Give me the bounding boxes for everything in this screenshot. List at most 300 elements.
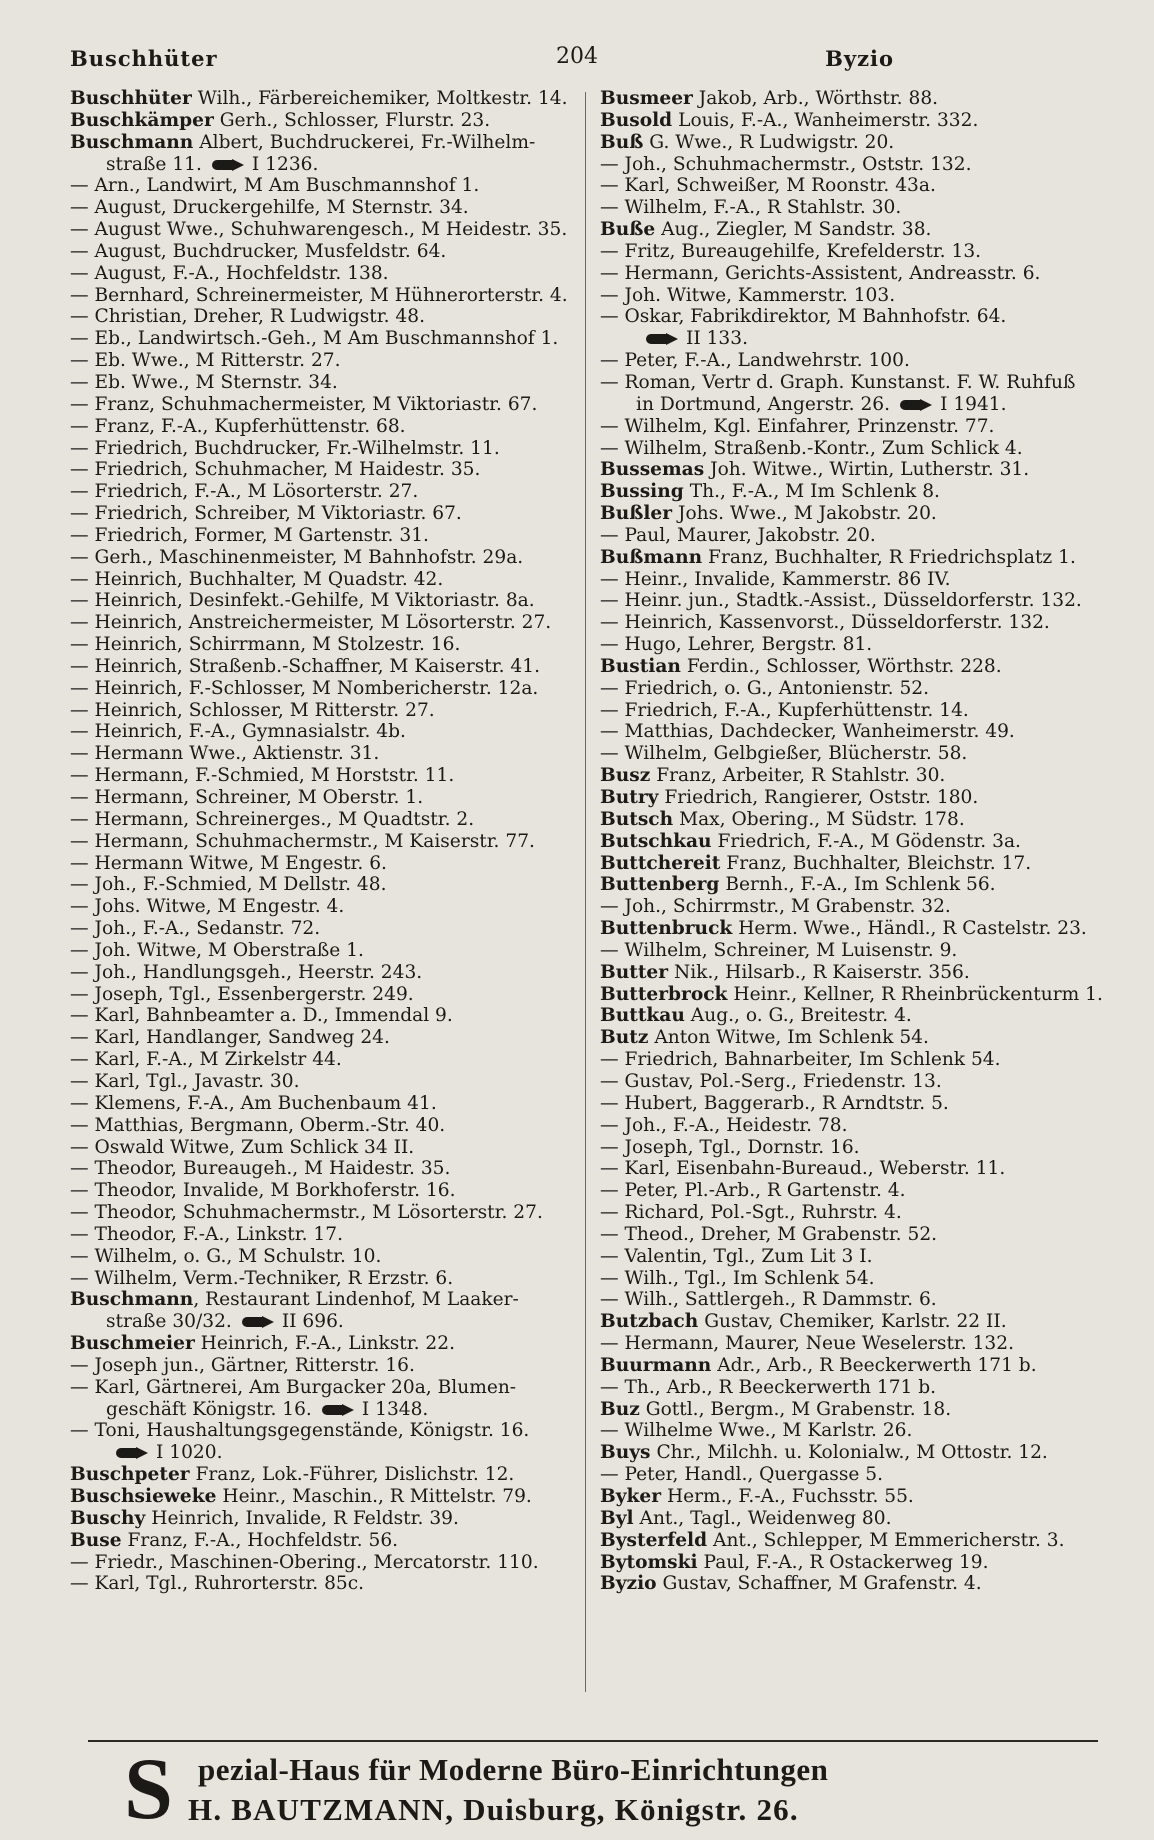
directory-entry (70, 787, 578, 809)
directory-entry (70, 1027, 578, 1049)
entry-text: — August Wwe., Schuhwarengesch., M Heidestr. 35. (70, 219, 568, 241)
entry-surname: Butterbrock (600, 983, 728, 1005)
directory-entry (600, 765, 1120, 787)
entry-text: — Bernhard, Schreinermeister, M Hühnerorterstr. 4. (70, 284, 568, 306)
directory-entry (600, 1530, 1120, 1552)
directory-entry (70, 918, 578, 940)
directory-entry (600, 306, 1120, 328)
entry-surname: Butter (600, 961, 669, 983)
entry-surname: Byker (600, 1486, 662, 1507)
entry-text: — Heinrich, Schlosser, M Ritterstr. 27. (70, 699, 435, 721)
directory-entry (70, 962, 578, 984)
directory-entry (600, 853, 1120, 875)
entry-surname: Buschmann (70, 1289, 194, 1311)
entry-text: — Richard, Pol.-Sgt., Ruhrstr. 4. (600, 1202, 902, 1224)
directory-entry (600, 1355, 1120, 1377)
entry-text: — Hermann, Maurer, Neue Weselerstr. 132. (600, 1333, 1014, 1355)
entry-surname: Buse (70, 1529, 122, 1551)
entry-text: — Hubert, Baggerarb., R Arndtstr. 5. (600, 1092, 949, 1114)
directory-entry (600, 1442, 1120, 1464)
entry-text: — Christian, Dreher, R Ludwigstr. 48. (70, 306, 425, 328)
directory-entry (600, 241, 1120, 263)
entry-text: — Friedrich, Schuhmacher, M Haidestr. 35. (70, 459, 481, 481)
directory-entry (600, 1464, 1120, 1486)
directory-entry (70, 459, 578, 481)
entry-surname: Buttenberg (600, 874, 720, 896)
directory-entry (70, 831, 578, 853)
entry-surname: Bußmann (600, 546, 703, 568)
directory-entry (600, 700, 1120, 722)
entry-text: — Theodor, Invalide, M Borkhoferstr. 16. (70, 1180, 456, 1202)
directory-entry (600, 1573, 1120, 1595)
directory-entry (70, 372, 578, 394)
entry-text: — Oskar, Fabrikdirektor, M Bahnhofstr. 64. (600, 306, 1007, 328)
directory-entry (70, 1268, 578, 1290)
directory-entry (600, 1224, 1120, 1246)
entry-text: — Eb. Wwe., M Sternstr. 34. (70, 371, 338, 393)
entry-text: Heinrich, Invalide, R Feldstr. 39. (151, 1507, 459, 1529)
entry-text: — Toni, Haushaltungsgegenstände, Königstr. 16. (70, 1420, 530, 1442)
directory-entry (600, 372, 1120, 394)
page-number: 204 (556, 44, 598, 69)
entry-surname: Buschmeier (70, 1333, 195, 1355)
directory-entry (600, 787, 1120, 809)
directory-entry (600, 219, 1120, 241)
directory-entry (600, 1311, 1120, 1333)
entry-text: — Wilhelm, Verm.-Techniker, R Erzstr. 6. (70, 1267, 454, 1289)
entry-surname: Buß (600, 131, 644, 153)
telephone-icon (322, 1404, 356, 1416)
entry-text: — Friedrich, F.-A., Kupferhüttenstr. 14. (600, 699, 969, 721)
entry-text: Gerh., Schlosser, Flurstr. 23. (219, 109, 491, 131)
entry-text: — Joh. Witwe, M Oberstraße 1. (70, 939, 364, 961)
telephone-icon (900, 399, 934, 411)
entry-surname: Butschkau (600, 830, 712, 852)
directory-entry (70, 88, 578, 110)
entry-text: — Wilh., Sattlergeh., R Dammstr. 6. (600, 1289, 937, 1311)
entry-surname: Buschmann (70, 131, 194, 153)
entry-text: — Joh., Schirrmstr., M Grabenstr. 32. (600, 896, 951, 918)
directory-entry (70, 853, 578, 875)
directory-entry (600, 481, 1120, 503)
entry-text: — Friedrich, F.-A., M Lösorterstr. 27. (70, 481, 419, 503)
directory-entry (70, 634, 578, 656)
directory-entry (600, 1333, 1120, 1355)
directory-entry (70, 481, 578, 503)
entry-text: Paul, F.-A., R Ostackerweg 19. (703, 1551, 989, 1573)
entry-text: Gustav, Chemiker, Karlstr. 22 II. (704, 1311, 1007, 1333)
entry-text: — Joh., F.-A., Sedanstr. 72. (70, 918, 321, 940)
entry-text: — Wilhelme Wwe., M Karlstr. 26. (600, 1420, 913, 1442)
directory-entry (600, 656, 1120, 678)
entry-text: Jakob, Arb., Wörthstr. 88. (698, 88, 939, 109)
directory-entry (600, 1552, 1120, 1574)
entry-surname: Buttchereit (600, 852, 721, 874)
directory-entry (600, 1268, 1120, 1290)
directory-entry (600, 634, 1120, 656)
entry-text: Aug., Ziegler, M Sandstr. 38. (661, 219, 932, 241)
directory-entry (600, 1486, 1120, 1508)
right-column (600, 88, 1120, 1595)
entry-text: — Peter, Pl.-Arb., R Gartenstr. 4. (600, 1180, 906, 1202)
entry-text: Th., F.-A., M Im Schlenk 8. (689, 481, 940, 503)
entry-text: Heinrich, F.-A., Linkstr. 22. (200, 1333, 455, 1355)
directory-entry (600, 1027, 1120, 1049)
entry-surname: Buschkämper (70, 109, 214, 131)
directory-entry (70, 241, 578, 263)
entry-text: — Joseph, Tgl., Dornstr. 16. (600, 1136, 860, 1158)
directory-entry (70, 1180, 578, 1202)
entry-text: — Wilhelm, o. G., M Schulstr. 10. (70, 1245, 382, 1267)
telephone-icon (116, 1447, 150, 1459)
entry-text: — Karl, Gärtnerei, Am Burgacker 20a, Blumen- (70, 1376, 517, 1398)
directory-entry (70, 874, 578, 896)
entry-surname: Bustian (600, 655, 681, 677)
entry-text: — Joh. Witwe, Kammerstr. 103. (600, 284, 896, 306)
entry-text: Gustav, Schaffner, M Grafenstr. 4. (662, 1573, 982, 1595)
directory-entry (600, 1158, 1120, 1180)
directory-entry (70, 547, 578, 569)
header-left-keyword: Buschhüter (70, 46, 218, 71)
directory-entry (70, 1573, 578, 1595)
directory-entry (600, 1071, 1120, 1093)
directory-entry (70, 285, 578, 307)
entry-surname: Buschhüter (70, 88, 192, 109)
entry-text: Franz, Arbeiter, R Stahlstr. 30. (656, 765, 946, 787)
directory-entry (600, 132, 1120, 154)
directory-entry (70, 1137, 578, 1159)
directory-entry (70, 132, 578, 154)
entry-surname: Bussing (600, 481, 684, 503)
entry-text: — Theodor, Schuhmachermstr., M Lösorterstr. 27. (70, 1202, 543, 1224)
directory-entry (70, 154, 578, 176)
directory-entry (70, 1246, 578, 1268)
entry-text: — Oswald Witwe, Zum Schlick 34 II. (70, 1136, 415, 1158)
entry-text: — Wilhelm, Gelbgießer, Blücherstr. 58. (600, 743, 968, 765)
entry-text: geschäft Königstr. 16. (106, 1398, 312, 1420)
directory-entry (70, 219, 578, 241)
entry-surname: Butzbach (600, 1311, 699, 1333)
entry-surname: Buschy (70, 1507, 146, 1529)
directory-entry (600, 569, 1120, 591)
telephone-icon (646, 333, 680, 345)
directory-entry (70, 1289, 578, 1311)
entry-text: — Theodor, Bureaugeh., M Haidestr. 35. (70, 1158, 451, 1180)
entry-text: — Paul, Maurer, Jakobstr. 20. (600, 524, 876, 546)
entry-surname: Busmeer (600, 88, 693, 109)
directory-entry (600, 874, 1120, 896)
ad-line-2: H. BAUTZMANN, Duisburg, Königstr. 26. (188, 1792, 799, 1827)
directory-entry (70, 940, 578, 962)
entry-text: — Joseph jun., Gärtner, Ritterstr. 16. (70, 1354, 415, 1376)
entry-text: — Heinrich, Kassenvorst., Düsseldorferstr. 132. (600, 612, 1050, 634)
entry-text: — Heinrich, Straßenb.-Schaffner, M Kaiserstr. 41. (70, 655, 540, 677)
entry-text: — Matthias, Bergmann, Oberm.-Str. 40. (70, 1114, 446, 1136)
entry-text: — Heinrich, Anstreichermeister, M Lösorterstr. 27. (70, 612, 552, 634)
directory-entry (600, 590, 1120, 612)
entry-text: — Friedrich, Bahnarbeiter, Im Schlenk 54. (600, 1049, 1001, 1071)
directory-entry (70, 612, 578, 634)
entry-text: Bernh., F.-A., Im Schlenk 56. (725, 874, 996, 896)
directory-entry (600, 940, 1120, 962)
entry-text: Johs. Wwe., M Jakobstr. 20. (677, 503, 937, 525)
entry-text: Franz, Lok.-Führer, Dislichstr. 12. (195, 1464, 515, 1486)
entry-text: straße 30/32. (106, 1311, 232, 1333)
directory-entry (70, 110, 578, 132)
entry-surname: Butz (600, 1027, 649, 1049)
entry-text: — Hermann Witwe, M Engestr. 6. (70, 852, 387, 874)
directory-entry (600, 743, 1120, 765)
entry-text: — Hermann, Schreinerges., M Quadtstr. 2. (70, 808, 475, 830)
left-column (70, 88, 578, 1595)
entry-text: — August, Druckergehilfe, M Sternstr. 34. (70, 197, 469, 219)
entry-text: — Friedrich, Schreiber, M Viktoriastr. 67. (70, 503, 462, 525)
entry-text: — Theodor, F.-A., Linkstr. 17. (70, 1223, 343, 1245)
entry-text: — Franz, Schuhmachermeister, M Viktoriastr. 67. (70, 393, 538, 415)
directory-entry (70, 525, 578, 547)
entry-surname: Bußler (600, 503, 673, 525)
directory-entry (600, 1202, 1120, 1224)
entry-text: — Joh., F.-Schmied, M Dellstr. 48. (70, 874, 387, 896)
entry-text: — Wilhelm, Kgl. Einfahrer, Prinzenstr. 77. (600, 415, 995, 437)
directory-entry (70, 1049, 578, 1071)
directory-entry (70, 328, 578, 350)
entry-text: — Heinr. jun., Stadtk.-Assist., Düsseldorferstr. 132. (600, 590, 1082, 612)
entry-text: — Friedrich, o. G., Antonienstr. 52. (600, 677, 930, 699)
directory-entry (70, 569, 578, 591)
directory-entry (600, 1049, 1120, 1071)
entry-surname: Busold (600, 109, 673, 131)
directory-entry (600, 285, 1120, 307)
entry-text: — Heinr., Invalide, Kammerstr. 86 IV. (600, 568, 951, 590)
entry-text: — Fritz, Bureaugehilfe, Krefelderstr. 13. (600, 240, 982, 262)
directory-entry (70, 765, 578, 787)
directory-entry (70, 1508, 578, 1530)
telephone-number: I 1348. (361, 1398, 429, 1420)
ad-line-1: pezial-Haus für Moderne Büro-Einrichtungen (198, 1752, 829, 1787)
entry-text: — Klemens, F.-A., Am Buchenbaum 41. (70, 1092, 437, 1114)
directory-entry (600, 1246, 1120, 1268)
entry-text: — Karl, Eisenbahn-Bureaud., Weberstr. 11. (600, 1158, 1006, 1180)
directory-entry (70, 896, 578, 918)
directory-entry (70, 175, 578, 197)
directory-entry (70, 743, 578, 765)
directory-entry (600, 328, 1120, 350)
directory-entry (600, 962, 1120, 984)
entry-text: straße 11. (106, 153, 202, 175)
telephone-number: II 696. (281, 1311, 344, 1333)
telephone-number: I 1020. (156, 1442, 223, 1464)
entry-text: — Karl, Handlanger, Sandweg 24. (70, 1027, 390, 1049)
entry-text: Herm. Wwe., Händl., R Castelstr. 23. (738, 918, 1087, 940)
entry-text: — Heinrich, Buchhalter, M Quadstr. 42. (70, 568, 444, 590)
directory-entry (600, 1399, 1120, 1421)
entry-text: — Heinrich, F.-Schlosser, M Nombericherstr. 12a. (70, 677, 539, 699)
entry-text: — Hugo, Lehrer, Bergstr. 81. (600, 634, 873, 656)
entry-text: — Peter, Handl., Quergasse 5. (600, 1464, 884, 1486)
directory-entry (600, 809, 1120, 831)
entry-text: — Heinrich, F.-A., Gymnasialstr. 4b. (70, 721, 406, 743)
entry-text: — Heinrich, Desinfekt.-Gehilfe, M Viktoriastr. 8a. (70, 590, 535, 612)
entry-text: — Wilhelm, Straßenb.-Kontr., Zum Schlick 4. (600, 437, 1023, 459)
entry-surname: Buße (600, 219, 656, 241)
entry-text: Max, Obering., M Südstr. 178. (679, 808, 965, 830)
entry-text: Ant., Tagl., Weidenweg 80. (639, 1507, 892, 1529)
directory-entry (70, 1530, 578, 1552)
entry-text: Franz, F.-A., Hochfeldstr. 56. (127, 1529, 399, 1551)
entry-text: — Matthias, Dachdecker, Wanheimerstr. 49. (600, 721, 1015, 743)
entry-text: Nik., Hilsarb., R Kaiserstr. 356. (673, 961, 970, 983)
directory-entry (600, 1093, 1120, 1115)
entry-text: — Hermann, F.-Schmied, M Horststr. 11. (70, 765, 455, 787)
directory-entry (600, 721, 1120, 743)
directory-entry (600, 459, 1120, 481)
entry-text: — Karl, Schweißer, M Roonstr. 43a. (600, 175, 936, 197)
telephone-number: I 1941. (940, 393, 1007, 415)
entry-text: Aug., o. G., Breitestr. 4. (690, 1005, 912, 1027)
entry-surname: Buttkau (600, 1005, 685, 1027)
entry-text: Heinr., Kellner, R Rheinbrückenturm 1. (733, 983, 1103, 1005)
entry-text: — Hermann Wwe., Aktienstr. 31. (70, 743, 380, 765)
entry-text: in Dortmund, Angerstr. 26. (636, 393, 891, 415)
directory-entry (600, 1377, 1120, 1399)
directory-entry (600, 1137, 1120, 1159)
directory-entry (70, 306, 578, 328)
entry-text: — Joseph, Tgl., Essenbergerstr. 249. (70, 983, 414, 1005)
entry-surname: Busz (600, 765, 651, 787)
entry-text: , Restaurant Lindenhof, M Laaker- (193, 1289, 519, 1311)
entry-text: Friedrich, Rangierer, Oststr. 180. (664, 787, 979, 808)
directory-entry (70, 1442, 578, 1464)
directory-entry (70, 1224, 578, 1246)
entry-text: — Gerh., Maschinenmeister, M Bahnhofstr. 29a. (70, 546, 524, 568)
directory-entry (70, 1355, 578, 1377)
directory-entry (600, 503, 1120, 525)
entry-surname: Byl (600, 1507, 634, 1529)
entry-surname: Buz (600, 1398, 640, 1420)
entry-text: — Friedrich, Buchdrucker, Fr.-Wilhelmstr. 11. (70, 437, 500, 459)
entry-text: — Eb. Wwe., M Ritterstr. 27. (70, 350, 341, 372)
directory-entry (600, 197, 1120, 219)
entry-surname: Bytomski (600, 1551, 698, 1573)
directory-entry (70, 1071, 578, 1093)
directory-entry (600, 416, 1120, 438)
entry-surname: Bussemas (600, 459, 705, 481)
entry-text: Joh. Witwe., Wirtin, Lutherstr. 31. (710, 459, 1030, 481)
directory-entry (600, 88, 1120, 110)
directory-entry (70, 1464, 578, 1486)
directory-entry (600, 1005, 1120, 1027)
entry-text: Herm., F.-A., Fuchsstr. 55. (666, 1486, 914, 1507)
entry-text: — Hermann, Schuhmachermstr., M Kaiserstr. 77. (70, 830, 535, 852)
entry-text: — Joh., Handlungsgeh., Heerstr. 243. (70, 961, 423, 983)
directory-entry (70, 1202, 578, 1224)
directory-entry (600, 918, 1120, 940)
entry-text: — Wilhelm, F.-A., R Stahlstr. 30. (600, 197, 902, 219)
directory-entry (600, 525, 1120, 547)
entry-text: Chr., Milchh. u. Kolonialw., M Ottostr. 12. (656, 1442, 1048, 1464)
entry-surname: Bysterfeld (600, 1529, 708, 1551)
entry-text: — Karl, Tgl., Ruhrorterstr. 85c. (70, 1573, 365, 1595)
directory-entry (70, 1158, 578, 1180)
entry-surname: Byzio (600, 1573, 657, 1595)
entry-surname: Buschsieweke (70, 1486, 217, 1507)
entry-text: — Joh., Schuhmachermstr., Oststr. 132. (600, 153, 972, 175)
directory-entry (70, 1005, 578, 1027)
entry-text: — Johs. Witwe, M Engestr. 4. (70, 896, 345, 918)
directory-entry (70, 678, 578, 700)
directory-entry (600, 678, 1120, 700)
entry-text: Wilh., Färbereichemiker, Moltkestr. 14. (197, 88, 568, 109)
directory-entry (70, 1552, 578, 1574)
entry-text: — Hermann, Schreiner, M Oberstr. 1. (70, 787, 424, 808)
header-right-keyword: Byzio (825, 46, 894, 71)
directory-entry (70, 394, 578, 416)
directory-entry (600, 831, 1120, 853)
entry-text: Franz, Buchhalter, Bleichstr. 17. (726, 852, 1032, 874)
entry-text: — Theod., Dreher, M Grabenstr. 52. (600, 1223, 938, 1245)
entry-surname: Butry (600, 787, 659, 808)
entry-text: — Heinrich, Schirrmann, M Stolzestr. 16. (70, 634, 461, 656)
directory-entry (600, 612, 1120, 634)
column-divider (585, 92, 586, 1692)
entry-text: — Joh., F.-A., Heidestr. 78. (600, 1114, 848, 1136)
entry-surname: Buurmann (600, 1354, 712, 1376)
directory-entry (600, 154, 1120, 176)
telephone-number: II 133. (686, 328, 749, 350)
entry-surname: Buttenbruck (600, 918, 733, 940)
ad-initial: S (124, 1741, 173, 1838)
entry-text: — Arn., Landwirt, M Am Buschmannshof 1. (70, 175, 480, 197)
directory-entry (600, 110, 1120, 132)
entry-text: — Karl, F.-A., M Zirkelstr 44. (70, 1049, 342, 1071)
directory-entry (70, 1115, 578, 1137)
entry-text: — Karl, Bahnbeamter a. D., Immendal 9. (70, 1005, 453, 1027)
entry-text: Anton Witwe, Im Schlenk 54. (654, 1027, 929, 1049)
directory-entry (600, 984, 1120, 1006)
directory-entry (70, 197, 578, 219)
entry-text: Albert, Buchdruckerei, Fr.-Wilhelm- (199, 131, 536, 153)
entry-text: — Peter, F.-A., Landwehrstr. 100. (600, 350, 910, 372)
directory-entry (600, 1420, 1120, 1442)
entry-text: Ferdin., Schlosser, Wörthstr. 228. (686, 655, 1002, 677)
directory-entry (70, 1333, 578, 1355)
directory-entry (600, 547, 1120, 569)
entry-text: Heinr., Maschin., R Mittelstr. 79. (222, 1486, 532, 1507)
entry-text: — Franz, F.-A., Kupferhüttenstr. 68. (70, 415, 406, 437)
directory-entry (70, 1399, 578, 1421)
directory-entry (70, 1093, 578, 1115)
directory-entry (70, 263, 578, 285)
entry-text: — Hermann, Gerichts-Assistent, Andreasstr. 6. (600, 262, 1041, 284)
directory-entry (70, 984, 578, 1006)
entry-text: — Valentin, Tgl., Zum Lit 3 I. (600, 1245, 873, 1267)
directory-entry (70, 503, 578, 525)
directory-entry (600, 1180, 1120, 1202)
telephone-icon (212, 159, 246, 171)
directory-entry (70, 438, 578, 460)
entry-text: — Friedr., Maschinen-Obering., Mercatorstr. 110. (70, 1551, 539, 1573)
entry-text: — August, Buchdrucker, Musfeldstr. 64. (70, 240, 447, 262)
entry-surname: Butsch (600, 808, 674, 830)
entry-text: Gottl., Bergm., M Grabenstr. 18. (645, 1398, 952, 1420)
directory-entry (70, 1420, 578, 1442)
entry-text: — Eb., Landwirtsch.-Geh., M Am Buschmannshof 1. (70, 328, 559, 350)
telephone-number: I 1236. (251, 153, 319, 175)
directory-entry (70, 1486, 578, 1508)
entry-text: Franz, Buchhalter, R Friedrichsplatz 1. (708, 546, 1076, 568)
directory-entry (70, 656, 578, 678)
